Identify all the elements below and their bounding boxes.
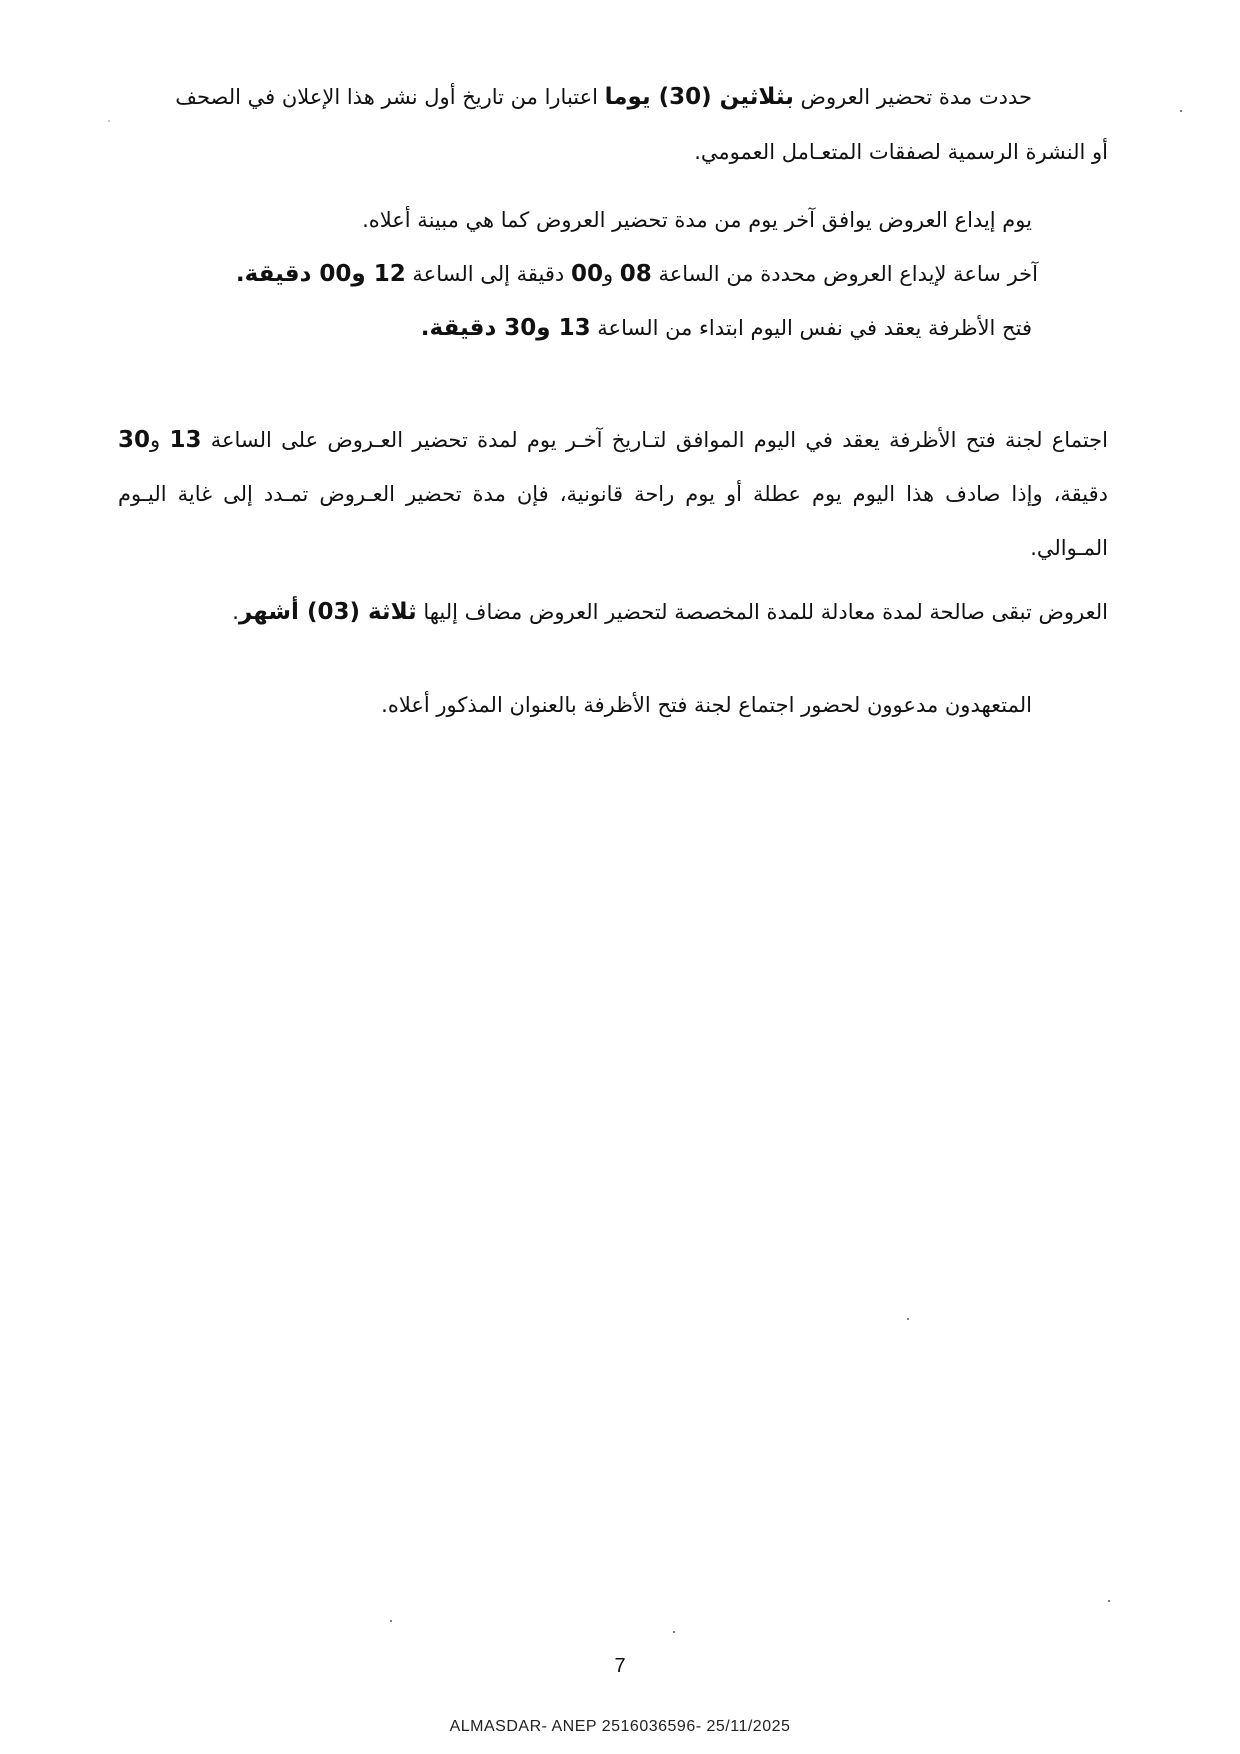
page-number: 7: [614, 1655, 626, 1677]
text-segment: دقيقة إلى الساعة: [405, 262, 571, 286]
text-segment: آخر ساعة لإيداع العروض محددة من الساعة: [651, 262, 1038, 286]
paragraph-2-line-3: [421, 313, 1032, 343]
text-segment: و: [602, 262, 620, 286]
text-segment: اعتبارا من تاريخ أول نشر هذا الإعلان في الصحف: [175, 85, 605, 109]
paragraph-2-line-2: [236, 259, 1038, 289]
text-segment: يوم إيداع العروض يوافق آخر يوم من مدة تحضير العروض كما هي مبينة أعلاه.: [362, 208, 1032, 232]
scan-speck: [108, 120, 110, 122]
text-segment: العروض تبقى صالحة لمدة معادلة للمدة المخصصة لتحضير العروض مضاف إليها: [416, 600, 1108, 624]
paragraph-4: [118, 592, 1108, 632]
text-segment: المتعهدون مدعوون لحضور اجتماع لجنة فتح الأظرفة بالعنوان المذكور أعلاه.: [381, 693, 1032, 717]
bold-segment: 13 و30 دقيقة.: [420, 315, 591, 341]
paragraph-2-line-1: [362, 205, 1032, 235]
bold-segment: 12 و00 دقيقة.: [235, 261, 406, 287]
text-segment: حددت مدة تحضير العروض: [793, 85, 1032, 109]
footer-reference: ALMASDAR- ANEP 2516036596- 25/11/2025: [449, 1718, 791, 1735]
text-segment: اجتماع لجنة فتح الأظرفة يعقد في اليوم الموافق لتـاريخ آخـر يوم لمدة تحضير العـروض على الساعة: [201, 428, 1108, 452]
scan-speck: [1180, 110, 1182, 112]
bold-segment: 30: [118, 427, 151, 453]
bold-segment: 00: [570, 261, 603, 287]
paragraph-3: [118, 413, 1108, 575]
scan-speck: [390, 1620, 392, 1622]
bold-segment: 08: [619, 261, 652, 287]
bold-segment: ثلاثة (03) أشهر: [238, 599, 417, 625]
bold-segment: 13: [169, 427, 202, 453]
text-segment: .: [232, 600, 239, 624]
text-segment: و: [150, 428, 170, 452]
paragraph-1-line-1: [175, 82, 1032, 112]
text-segment: دقيقة، وإذا صادف هذا اليوم يوم عطلة أو يوم راحة قانونية، فإن مدة تحضير العـروض تمـدد إلى غاية اليـوم المـوالي.: [118, 482, 1108, 560]
scan-speck: [907, 1318, 909, 1320]
text-segment: فتح الأظرفة يعقد في نفس اليوم ابتداء من الساعة: [590, 316, 1032, 340]
text-segment: أو النشرة الرسمية لصفقات المتعـامل العمومي.: [694, 140, 1108, 164]
bold-segment: بثلاثين (30) يوما: [604, 84, 794, 110]
scan-speck: [673, 1631, 675, 1633]
paragraph-5: [381, 690, 1032, 720]
paragraph-1-line-2: [694, 137, 1108, 167]
scan-speck: [1108, 1600, 1110, 1602]
